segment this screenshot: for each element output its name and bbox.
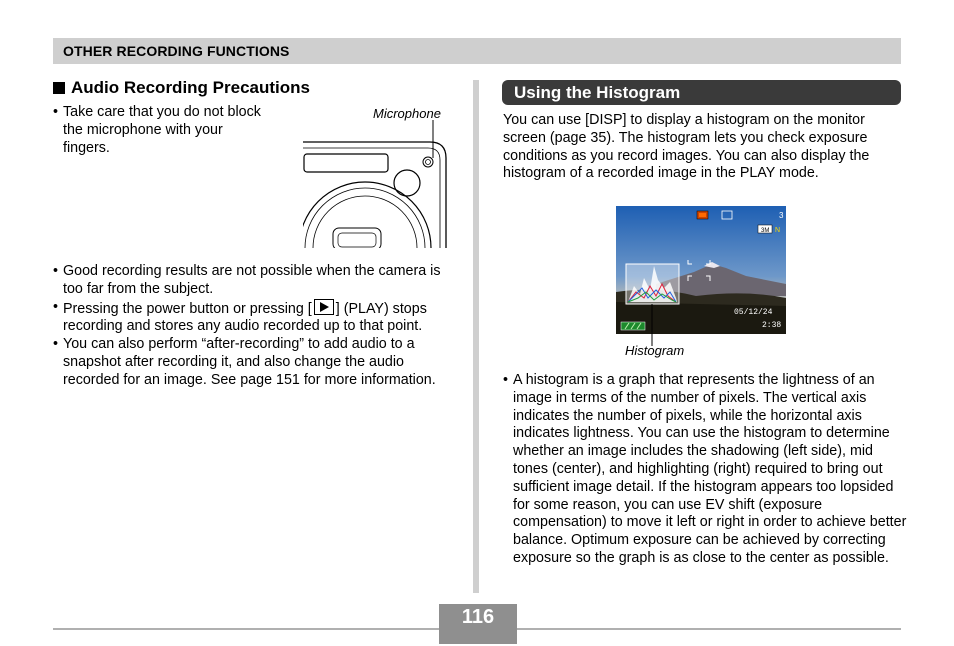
page-number-box: [439, 604, 517, 644]
screen-time: 2:38: [762, 321, 782, 330]
section-header-title: OTHER RECORDING FUNCTIONS: [63, 43, 290, 59]
column-divider: [473, 80, 479, 593]
list-item: • You can also perform “after-recording” to add audio to a snapshot after recording it, and also change the audio recorded for an image. See page 151 for more information.: [53, 336, 453, 389]
list-item: • Pressing the power button or pressing [ ] (PLAY) stops recording and stores any audio recorded up to that point.: [53, 299, 453, 337]
left-section-heading: [53, 78, 453, 98]
page-number: 116: [461, 606, 495, 628]
histogram-label: Histogram: [625, 343, 685, 358]
screen-date: 05/12/24: [734, 308, 773, 317]
microphone-label: Microphone: [373, 106, 441, 121]
shots-remaining: 3: [779, 211, 784, 220]
mic-precaution-bullet: • Take care that you do not block the microphone with your fingers.: [53, 104, 263, 157]
svg-text:N: N: [775, 227, 781, 234]
list-item: • Good recording results are not possible when the camera is too far from the subject.: [53, 263, 453, 299]
play-icon: [314, 299, 334, 315]
right-section-title: Using the Histogram: [514, 83, 681, 102]
svg-text:3M: 3M: [761, 228, 770, 234]
histogram-section-bar: [502, 80, 901, 105]
section-header-bar: [53, 38, 901, 64]
histogram-explanation-bullet: • A histogram is a graph that represents the lightness of an image in terms of the number of pixels. The vertical axis indicates the number of pixels, while the horizontal axis indicates lightness. You can use the histogram to determine whether an image includes the shadowing (left side), mid tones (center), and highlighting (right) required to bring out sufficient image detail. If the histogram appears too lopsided for some reason, you can use EV shift (exposure compensation) to move it left or right in order to achieve better balance. Optimum exposure can be achieved by correcting exposure so the graph is as close to the center as possible.: [503, 372, 911, 568]
histogram-callout-line: [650, 304, 654, 346]
square-bullet-icon: [53, 82, 65, 94]
left-section-title: Audio Recording Precautions: [71, 78, 310, 97]
histogram-intro-paragraph: You can use [DISP] to display a histogram on the monitor screen (page 35). The histogram lets you check exposure conditions as you record images. You can also display the histogram of a recorded image in the PLAY mode.: [503, 112, 870, 182]
camera-monitor-screen: [616, 206, 786, 334]
recording-precautions-list: [53, 263, 453, 390]
camera-illustration: [300, 120, 450, 248]
